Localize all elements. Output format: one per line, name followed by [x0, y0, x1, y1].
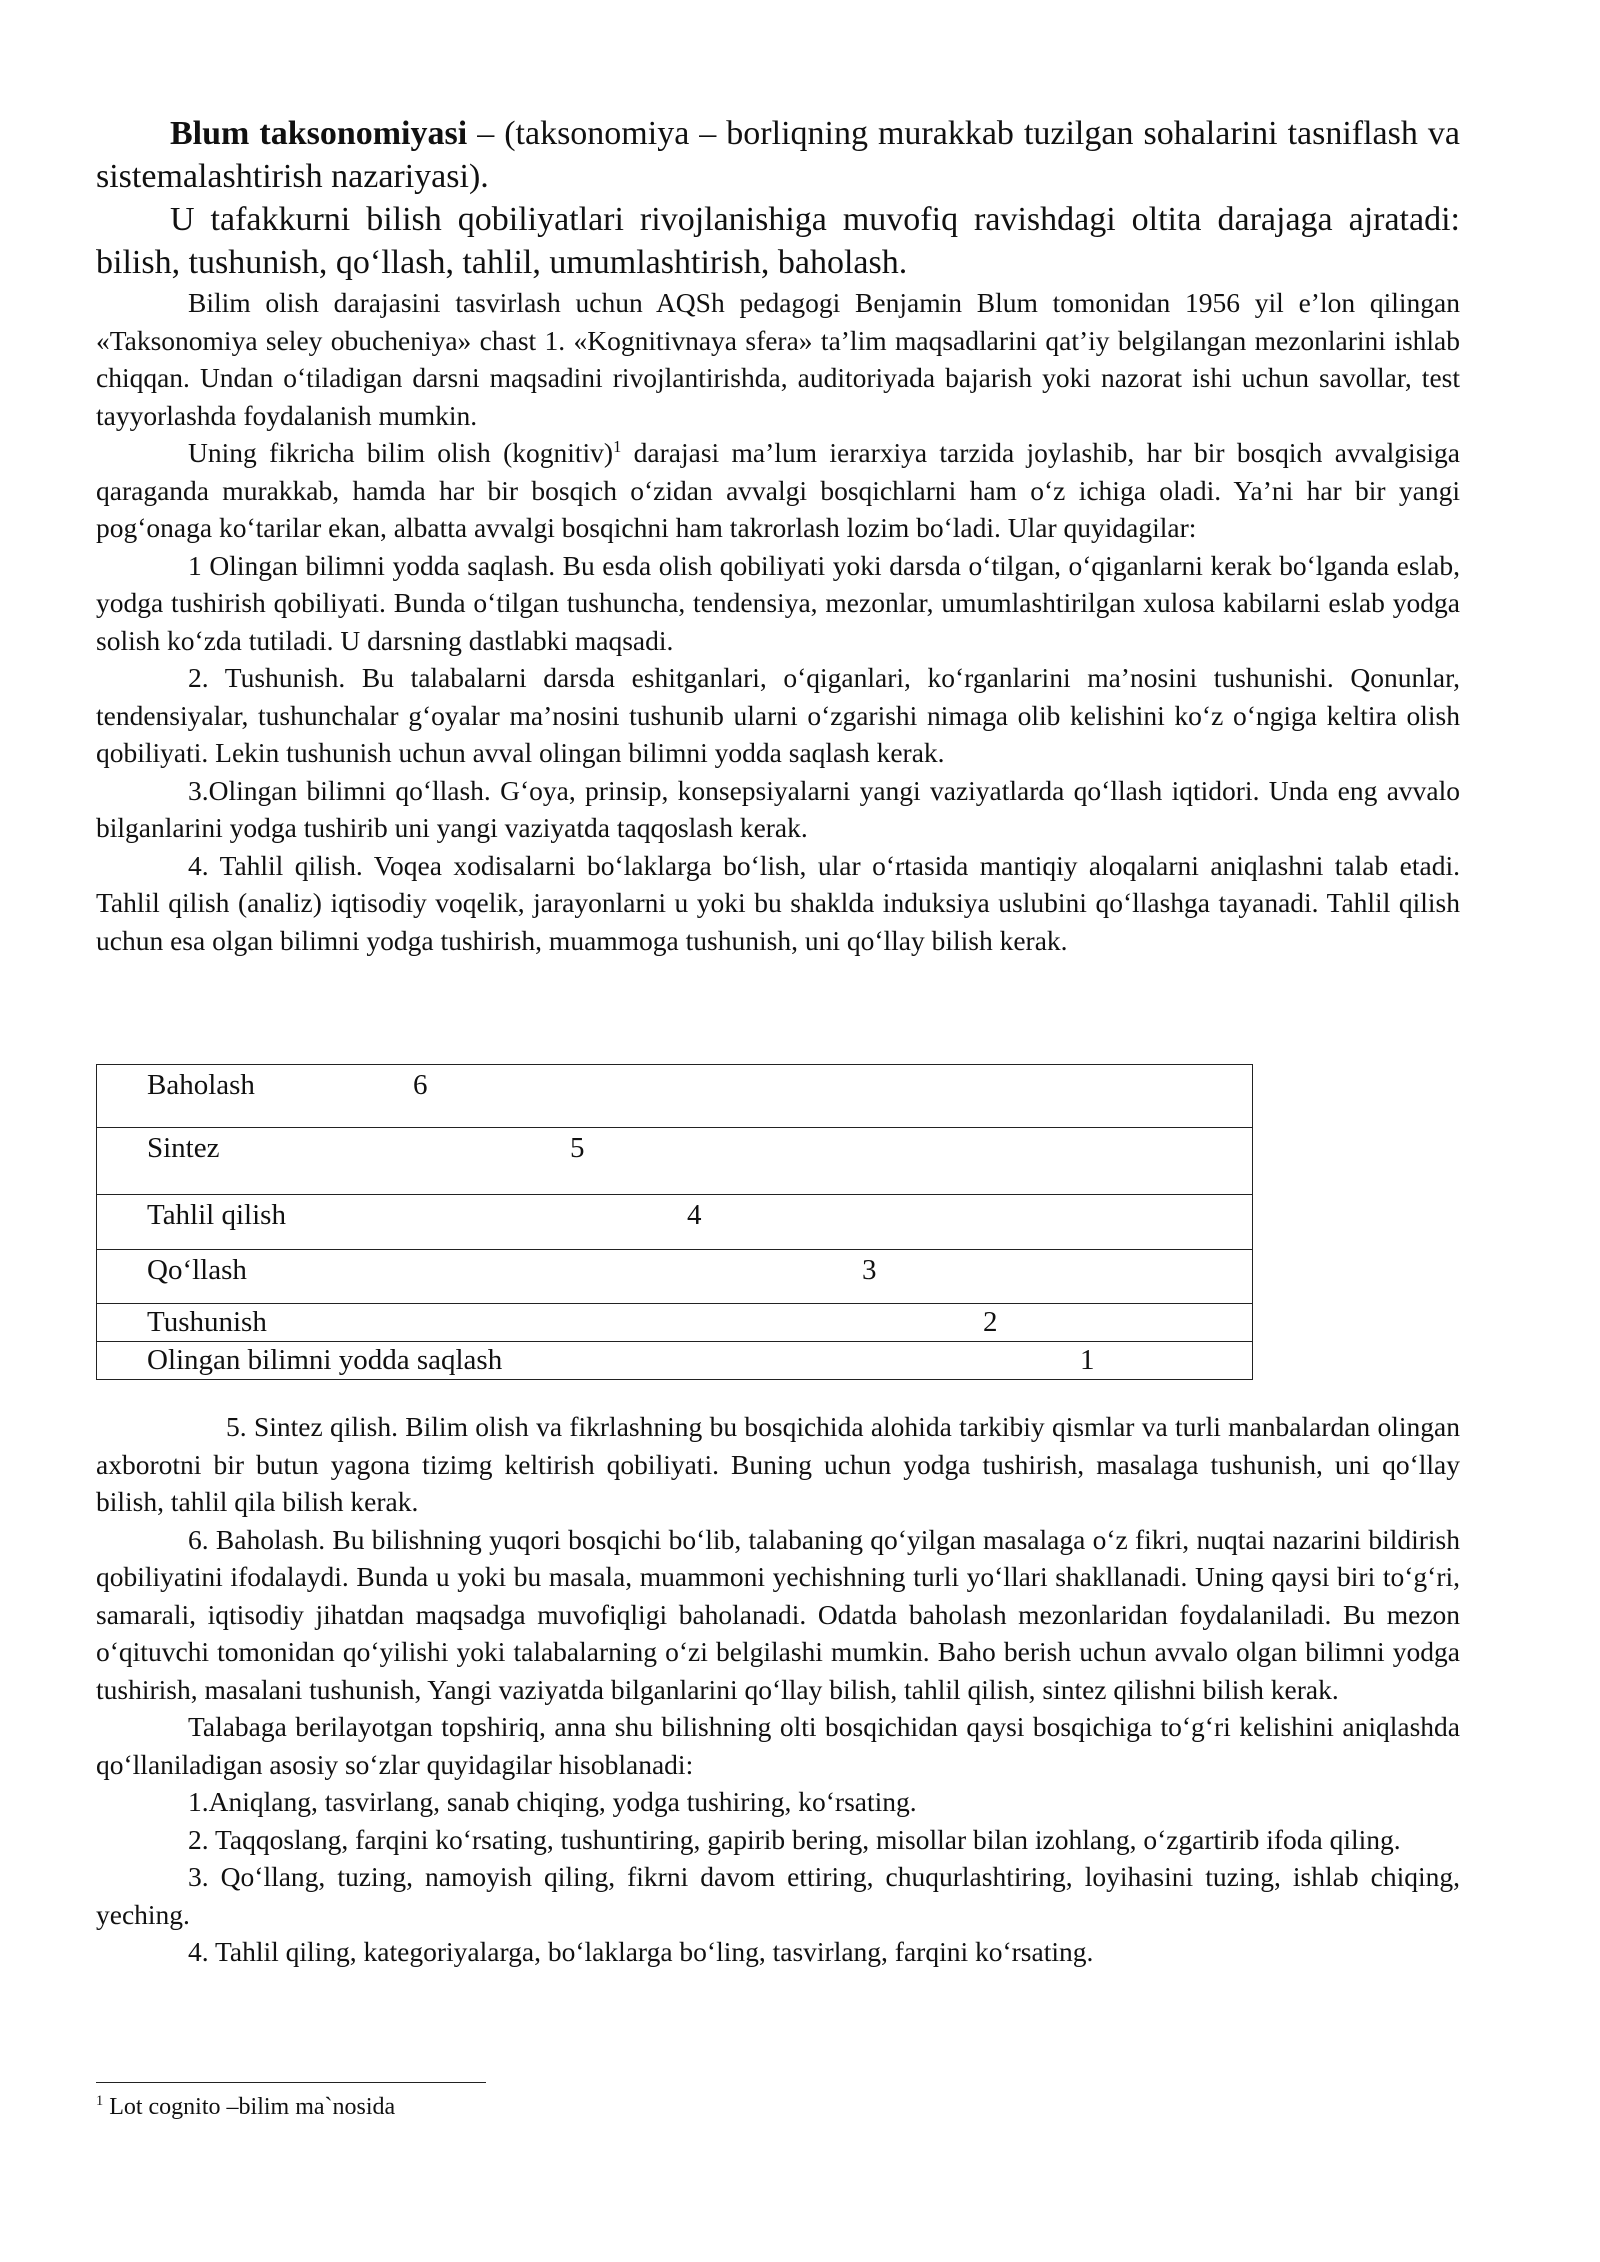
- table-row: [97, 1128, 1253, 1195]
- table-cell: [97, 1342, 1253, 1380]
- bloom-levels-table: [96, 1064, 1253, 1380]
- paragraph-level-6: 6. Baholash. Bu bilishning yuqori bosqichi bo‘lib, talabaning qo‘yilgan masalaga o‘z fikri, nuqtai nazarini bildirish qobiliyatini ifodalaydi. Bunda u yoki bu masala, muammoni yechishning turli yo‘llari shakllanadi. Uning qaysi biri to‘g‘ri, samarali, iqtisodiy jihatdan maqsadga muvofiqligi baholanadi. Odatda baholash mezonlaridan foydalaniladi. Bu mezon o‘qituvchi tomonidan qo‘yilishi yoki talabalarning o‘zi belgilashi mumkin. Baho berish uchun avvalo olgan bilimni yodga tushirish, masalani tushunish, Yangi vaziyatda bilganlarini qo‘llay bilish, tahlil qilish, sintez qilishni bilish kerak.: [96, 1523, 1460, 1705]
- level-label: Qo‘llash: [147, 1254, 247, 1286]
- footnote-text: Lot cognito –bilim ma`nosida: [103, 2094, 396, 2120]
- paragraph-hierarchy-text-b: darajasi ma’lum ierarxiya tarzida joylashib, har bir bosqich avvalgisiga qaraganda murakkab, hamda har bir bosqich o‘zidan avvalgi bosqichlarni ham o‘z ichiga oladi. Ya’ni har bir yangi pog‘onaga ko‘tarilar ekan, albatta avvalgi bosqichni ham takrorlash lozim bo‘ladi. Ular quyidagilar:: [96, 437, 1460, 543]
- keywords-item-4: 4. Tahlil qiling, kategoriyalarga, bo‘laklarga bo‘ling, tasvirlang, farqini ko‘rsating.: [188, 1936, 1094, 1967]
- table-cell: [97, 1065, 1253, 1128]
- paragraph-keywords-intro: Talabaga berilayotgan topshiriq, anna shu bilishning olti bosqichidan qaysi bosqichiga to‘g‘ri kelishini aniqlashda qo‘llaniladigan asosiy so‘zlar quyidagilar hisoblanadi:: [96, 1711, 1460, 1780]
- footnote: [96, 2092, 395, 2122]
- paragraph-hierarchy-text-a: Uning fikricha bilim olish (kognitiv): [188, 437, 614, 468]
- keywords-item-1: 1.Aniqlang, tasvirlang, sanab chiqing, yodga tushiring, ko‘rsating.: [188, 1786, 917, 1817]
- paragraph-level-1: 1 Olingan bilimni yodda saqlash. Bu esda olish qobiliyati yoki darsda o‘tilgan, o‘qiganlarni kerak bo‘lganda eslab, yodga tushirish qobiliyati. Bunda o‘tilgan tushuncha, tendensiya, mezonlar, umumlashtirilgan xulosa kabilarni eslab yodga solish ko‘zda tutiladi. U darsning dastlabki maqsadi.: [96, 549, 1460, 656]
- table-row: [97, 1250, 1253, 1304]
- level-label: Olingan bilimni yodda saqlash: [147, 1344, 503, 1376]
- level-label: Tahlil qilish: [147, 1199, 286, 1231]
- paragraph-level-2: 2. Tushunish. Bu talabalarni darsda eshitganlari, o‘qiganlari, ko‘rganlarini ma’nosini tushunishi. Qonunlar, tendensiyalar, tushunchalar g‘oyalar ma’nosini tushunib ularni o‘zgarishi nimaga olib kelishini ko‘z o‘ngiga keltira olish qobiliyati. Lekin tushunish uchun avval olingan bilimni yodda saqlash kerak.: [96, 662, 1460, 768]
- paragraph-blum-history: Bilim olish darajasini tasvirlash uchun AQSh pedagogi Benjamin Blum tomonidan 1956 yil e’lon qilingan «Taksonomiya seley obucheniya» chast 1. «Kognitivnaya sfera» ta’lim maqsadlarini qat’iy belgilangan mezonlarini ishlab chiqqan. Undan o‘tiladigan darsni maqsadini rivojlantirishda, auditoriyada bajarish yoki nazorat ishi uchun savollar, test tayyorlashda foydalanish mumkin.: [96, 287, 1460, 431]
- paragraph-level-4: 4. Tahlil qilish. Voqea xodisalarni bo‘laklarga bo‘lish, ular o‘rtasida mantiqiy aloqalarni aniqlashni talab etadi. Tahlil qilish (analiz) iqtisodiy voqelik, jarayonlarni u yoki bu shaklda induksiya uslubini qo‘llashga tayanadi. Tahlil qilish uchun esa olgan bilimni yodga tushirish, muammoga tushunish, uni qo‘llay bilish kerak.: [96, 849, 1460, 956]
- table-row: [97, 1342, 1253, 1380]
- table-cell: [97, 1195, 1253, 1250]
- paragraph-hierarchy: [96, 434, 1460, 547]
- footnote-separator: [96, 2082, 486, 2083]
- footnote-reference[interactable]: 1: [613, 436, 622, 456]
- table-row: [97, 1304, 1253, 1342]
- table-cell: [97, 1250, 1253, 1304]
- paragraph-level-5: 5. Sintez qilish. Bilim olish va fikrlashning bu bosqichida alohida tarkibiy qismlar va turli manbalardan olingan axborotni bir butun yagona tizimg keltirish qobiliyati. Buning uchun yodga tushirish, masalaga tushunish, uni qo‘llay bilish, tahlil qila bilish kerak.: [96, 1411, 1460, 1517]
- intro-paragraph-2: U tafakkurni bilish qobiliyatlari rivojlanishiga muvofiq ravishdagi oltita darajaga ajratadi: bilish, tushunish, qo‘llash, tahlil, umumlashtirish, baholash.: [96, 201, 1460, 281]
- term-title: Blum taksonomiyasi: [170, 115, 468, 152]
- table-row: [97, 1065, 1253, 1128]
- level-label: Tushunish: [147, 1306, 267, 1338]
- level-label: Baholash: [147, 1069, 255, 1101]
- level-number: 3: [862, 1254, 877, 1286]
- paragraph-level-3: 3.Olingan bilimni qo‘llash. G‘oya, prinsip, konsepsiyalarni yangi vaziyatlarda qo‘llash iqtidori. Unda eng avvalo bilganlarini yodga tushirib uni yangi vaziyatda taqqoslash kerak.: [96, 774, 1460, 843]
- table-row: [97, 1195, 1253, 1250]
- level-number: 5: [570, 1132, 585, 1164]
- keywords-item-2: 2. Taqqoslang, farqini ko‘rsating, tushuntiring, gapirib bering, misollar bilan izohlang, o‘zgartirib ifoda qiling.: [188, 1823, 1401, 1855]
- term-definition: – (taksonomiya – borliqning murakkab tuzilgan sohalarini tasniflash va sistemalashtirish nazariyasi).: [96, 115, 1460, 195]
- footnote-mark: 1: [96, 2093, 104, 2109]
- document-page-lower: [96, 1408, 1460, 1971]
- level-number: 1: [1080, 1344, 1095, 1376]
- table-cell: [97, 1304, 1253, 1342]
- keywords-item-3: 3. Qo‘llang, tuzing, namoyish qiling, fikrni davom ettiring, chuqurlashtiring, loyihasini tuzing, ishlab chiqing, yeching.: [96, 1861, 1460, 1930]
- level-label: Sintez: [147, 1132, 220, 1164]
- level-number: 6: [413, 1069, 428, 1101]
- document-page: [96, 112, 1460, 959]
- level-number: 2: [983, 1306, 998, 1338]
- table-cell: [97, 1128, 1253, 1195]
- level-number: 4: [687, 1199, 702, 1231]
- intro-paragraph: [96, 112, 1460, 198]
